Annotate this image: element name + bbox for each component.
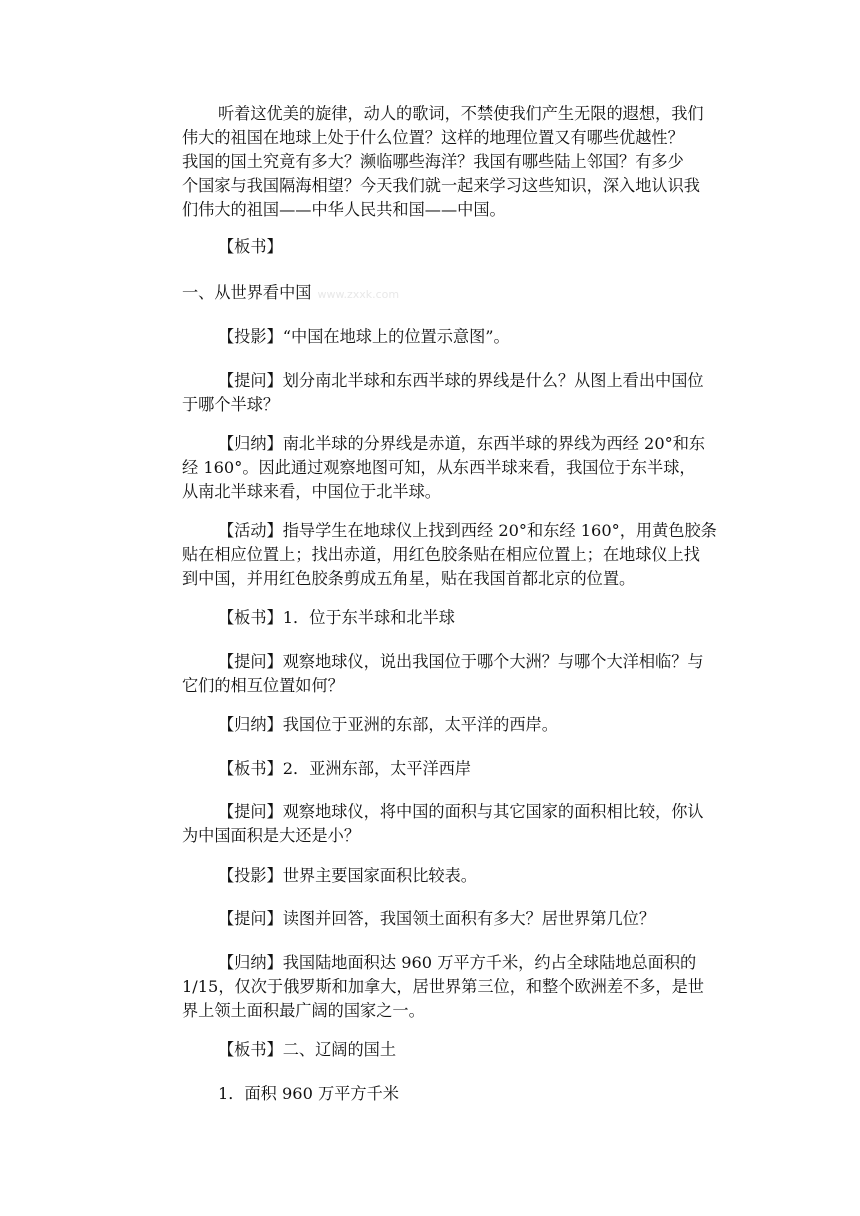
list-item <box>182 1082 734 1106</box>
text-line: 【提问】读图并回答，我国领土面积有多大？居世界第几位？ <box>218 909 656 928</box>
text-line: 伟大的祖国在地球上处于什么位置？这样的地理位置又有哪些优越性？ <box>182 128 684 147</box>
text-line: 个国家与我国隔海相望？今天我们就一起来学习这些知识，深入地认识我 <box>182 176 700 195</box>
board-heading <box>182 235 734 259</box>
text-line: 我国的国土究竟有多大？濒临哪些海洋？我国有哪些陆上邻国？有多少 <box>182 152 684 171</box>
text-line: 【归纳】我国陆地面积达 960 万平方千米，约占全球陆地总面积的 <box>218 953 697 972</box>
text-line: 1．面积 960 万平方千米 <box>218 1084 399 1103</box>
question-paragraph <box>182 800 734 848</box>
text-line: 【板书】 <box>218 237 283 256</box>
text-line: 它们的相互位置如何？ <box>182 676 344 695</box>
text-line <box>182 281 734 307</box>
section-title: 一、从世界看中国 <box>182 283 312 302</box>
text-line: 经 160°。因此通过观察地图可知，从东西半球来看，我国位于东半球， <box>182 458 696 477</box>
board-paragraph <box>182 606 734 630</box>
text-line: 【板书】二、辽阔的国土 <box>218 1040 397 1059</box>
text-line: 【归纳】南北半球的分界线是赤道，东西半球的界线为西经 20°和东 <box>218 434 706 453</box>
text-line: 于哪个半球？ <box>182 395 280 414</box>
watermark: www.zxxk.com <box>317 288 400 301</box>
text-line: 【提问】观察地球仪，说出我国位于哪个大洲？与哪个大洋相临？与 <box>218 652 704 671</box>
activity-paragraph <box>182 519 734 591</box>
text-line: 从南北半球来看，中国位于北半球。 <box>182 482 441 501</box>
text-line: 【归纳】我国位于亚洲的东部，太平洋的西岸。 <box>218 715 558 734</box>
text-line: 听着这优美的旋律，动人的歌词，不禁使我们产生无限的遐想，我们 <box>218 104 704 123</box>
intro-paragraph <box>182 102 734 222</box>
text-line: 【投影】世界主要国家面积比较表。 <box>218 866 477 885</box>
text-line: 们伟大的祖国——中华人民共和国——中国。 <box>182 200 506 219</box>
text-line: 【投影】“中国在地球上的位置示意图”。 <box>218 327 510 346</box>
text-line: 【活动】指导学生在地球仪上找到西经 20°和东经 160°，用黄色胶条 <box>218 521 717 540</box>
projection-paragraph <box>182 864 734 888</box>
question-paragraph <box>182 369 734 417</box>
summary-paragraph <box>182 432 734 504</box>
text-line: 【板书】2．亚洲东部，太平洋西岸 <box>218 759 472 778</box>
summary-paragraph <box>182 951 734 1023</box>
text-line: 贴在相应位置上；找出赤道，用红色胶条贴在相应位置上；在地球仪上找 <box>182 545 700 564</box>
text-line: 1/15，仅次于俄罗斯和加拿大，居世界第三位，和整个欧洲差不多，是世 <box>182 977 704 996</box>
question-paragraph <box>182 907 734 931</box>
text-line: 【板书】1．位于东半球和北半球 <box>218 608 455 627</box>
board-paragraph <box>182 1038 734 1062</box>
text-line: 界上领土面积最广阔的国家之一。 <box>182 1001 425 1020</box>
section-heading-1 <box>182 281 734 307</box>
projection-paragraph <box>182 325 734 349</box>
summary-paragraph <box>182 713 734 737</box>
text-line: 为中国面积是大还是小？ <box>182 826 361 845</box>
text-line: 到中国，并用红色胶条剪成五角星，贴在我国首都北京的位置。 <box>182 569 636 588</box>
board-paragraph <box>182 757 734 781</box>
text-line: 【提问】观察地球仪，将中国的面积与其它国家的面积相比较，你认 <box>218 802 704 821</box>
text-line: 【提问】划分南北半球和东西半球的界线是什么？从图上看出中国位 <box>218 371 704 390</box>
question-paragraph <box>182 650 734 698</box>
